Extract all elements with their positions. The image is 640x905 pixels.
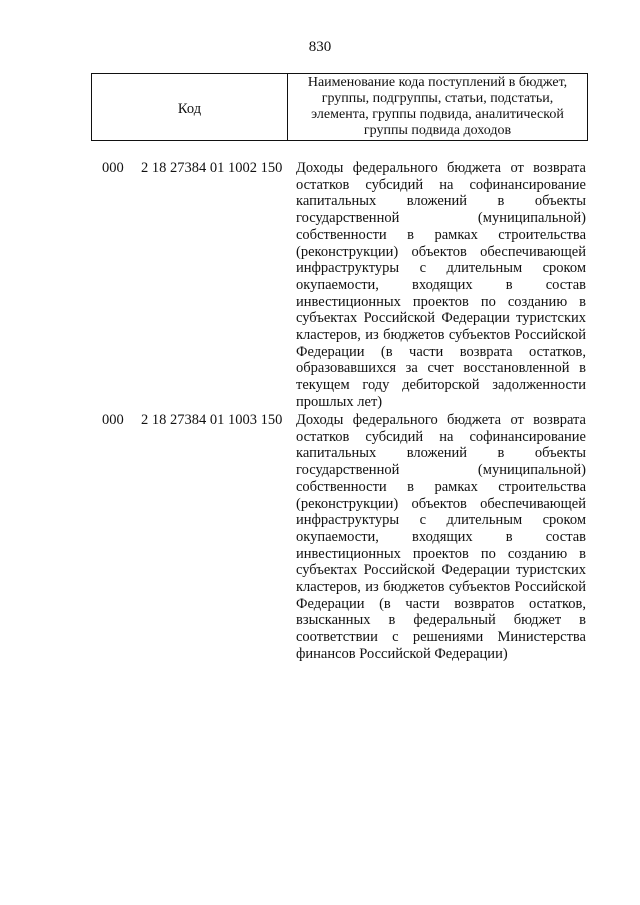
description-line: кластеров, из бюджетов субъектов Российской (296, 327, 586, 344)
description-line: инфраструктуры с длительным сроком (296, 260, 586, 277)
description-line: остатков субсидий на софинансирование (296, 176, 586, 193)
description-line: Доходы федерального бюджета от возврата (296, 160, 586, 176)
description-line: инфраструктуры с длительным сроком (296, 512, 586, 529)
admin-code: 000 (102, 412, 124, 428)
description-line: субъектах Российской Федерации туристских (296, 310, 586, 327)
table-header (91, 73, 588, 141)
description-line: окупаемости, входящих в состав (296, 528, 586, 545)
description-line: окупаемости, входящих в состав (296, 276, 586, 293)
description-line: инвестиционных проектов по созданию в (296, 293, 586, 310)
description-line: образовавшихся за счет восстановленной в (296, 360, 586, 377)
description-line: собственности в рамках строительства (296, 478, 586, 495)
income-description (296, 160, 586, 411)
description-line: капитальных вложений в объекты (296, 445, 586, 462)
description-line: соответствии с решениями Министерства (296, 629, 586, 646)
income-description (296, 412, 586, 663)
description-line: (реконструкции) объектов обеспечивающей (296, 495, 586, 512)
description-line: собственности в рамках строительства (296, 226, 586, 243)
description-line: инвестиционных проектов по созданию в (296, 545, 586, 562)
description-line: Федерации (в части возврата остатков, (296, 343, 586, 360)
description-line: капитальных вложений в объекты (296, 193, 586, 210)
description-line: государственной (муниципальной) (296, 210, 586, 227)
description-line: Доходы федерального бюджета от возврата (296, 412, 586, 428)
description-line: государственной (муниципальной) (296, 462, 586, 479)
description-line: текущем году дебиторской задолженности (296, 377, 586, 394)
income-code: 2 18 27384 01 1002 150 (141, 160, 283, 176)
description-line: субъектах Российской Федерации туристских (296, 562, 586, 579)
description-line: финансов Российской Федерации) (296, 645, 508, 662)
page-number: 830 (308, 39, 332, 55)
income-code: 2 18 27384 01 1003 150 (141, 412, 283, 428)
description-line: Федерации (в части возвратов остатков, (296, 595, 586, 612)
description-line: взысканных в федеральный бюджет в (296, 612, 586, 629)
description-line: (реконструкции) объектов обеспечивающей (296, 243, 586, 260)
header-name-column: Наименование кода поступлений в бюджет, группы, подгруппы, статьи, подстатьи, элемента, группы подвида, аналитической группы подвида доходов (307, 75, 568, 138)
description-line: прошлых лет) (296, 393, 383, 410)
description-line: кластеров, из бюджетов субъектов Российской (296, 579, 586, 596)
admin-code: 000 (102, 160, 124, 176)
header-code-column: Код (92, 74, 288, 140)
description-line: остатков субсидий на софинансирование (296, 428, 586, 445)
